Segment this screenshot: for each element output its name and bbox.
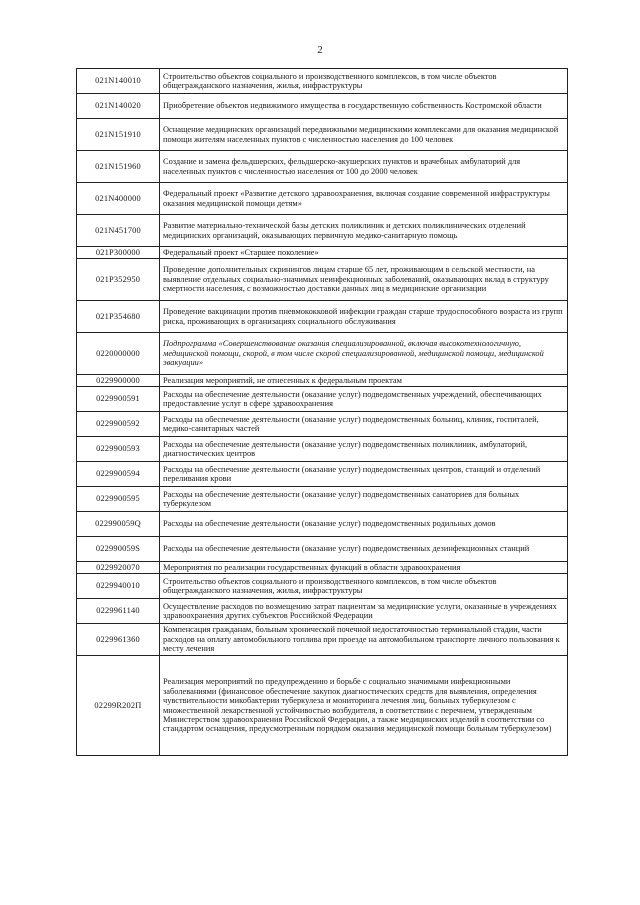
table-row <box>77 574 568 599</box>
table-row <box>77 247 568 259</box>
classification-code: 021P300000 <box>77 247 160 259</box>
table-row <box>77 487 568 512</box>
classification-code: 0229900594 <box>77 462 160 487</box>
expense-description: Приобретение объектов недвижимого имущества в государственную собственность Костромской области <box>160 94 568 119</box>
expense-description: Реализация мероприятий по предупреждению и борьбе с социально значимыми инфекционными заболеваниями (финансовое обеспечение закупок диагностических средств для выявления, определения чувствительности микобактерии туберкулеза и мониторинга лечения лиц, больных туберкулезом с множественной лекарственной устойчивостью возбудителя, в соответствии с перечнем, утвержденным Министерством здравоохранения Российской Федерации, а также медицинских изделий в соответствии со стандартом оснащения, предусмотренным порядком оказания медицинской помощи больным туберкулезом) <box>160 656 568 756</box>
table-row <box>77 599 568 624</box>
expense-description: Федеральный проект «Развитие детского здравоохранения, включая создание современной инфраструктуры оказания медицинской помощи детям» <box>160 183 568 215</box>
classification-code: 0229920070 <box>77 562 160 574</box>
classification-code: 0229961140 <box>77 599 160 624</box>
table-row <box>77 375 568 387</box>
table-row <box>77 151 568 183</box>
budget-classification-table <box>76 68 568 756</box>
classification-code: 0229961360 <box>77 624 160 656</box>
classification-code: 021N151960 <box>77 151 160 183</box>
page-number: 2 <box>317 44 323 56</box>
expense-description: Осуществление расходов по возмещению затрат пациентам за медицинские услуги, оказанные в учреждениях здравоохранения других субъектов Российской Федерации <box>160 599 568 624</box>
table-row <box>77 215 568 247</box>
table-row <box>77 94 568 119</box>
classification-code: 021N151910 <box>77 119 160 151</box>
classification-code: 021N400000 <box>77 183 160 215</box>
classification-code: 0229900000 <box>77 375 160 387</box>
classification-code: 0229940010 <box>77 574 160 599</box>
expense-description: Создание и замена фельдшерских, фельдшерско-акушерских пунктов и врачебных амбулаторий для населенных пунктов с численностью населения от 100 до 2000 человек <box>160 151 568 183</box>
expense-description: Развитие материально-технической базы детских поликлиник и детских поликлинических отделений медицинских организаций, оказывающих первичную медико-санитарную помощь <box>160 215 568 247</box>
table-row <box>77 387 568 412</box>
table-row <box>77 656 568 756</box>
expense-description: Расходы на обеспечение деятельности (оказание услуг) подведомственных родильных домов <box>160 512 568 537</box>
table-row <box>77 462 568 487</box>
classification-code: 0229900591 <box>77 387 160 412</box>
table-row <box>77 512 568 537</box>
classification-code: 0229900593 <box>77 437 160 462</box>
expense-description: Расходы на обеспечение деятельности (оказание услуг) подведомственных больниц, клиник, госпиталей, медико-санитарных частей <box>160 412 568 437</box>
classification-code: 02299R202П <box>77 656 160 756</box>
expense-description: Расходы на обеспечение деятельности (оказание услуг) подведомственных санаториев для больных туберкулезом <box>160 487 568 512</box>
expense-description: Мероприятия по реализации государственных функций в области здравоохранения <box>160 562 568 574</box>
table-row <box>77 119 568 151</box>
expense-description: Федеральный проект «Старшее поколение» <box>160 247 568 259</box>
expense-description: Подпрограмма «Совершенствование оказания специализированной, включая высокотехнологичную, медицинской помощи, скорой, в том числе скорой специализированной, медицинской помощи, медицинской эвакуации» <box>160 333 568 375</box>
classification-code: 0229900592 <box>77 412 160 437</box>
classification-code: 021N140010 <box>77 69 160 94</box>
classification-code: 022990059Q <box>77 512 160 537</box>
classification-code: 021P354680 <box>77 301 160 333</box>
table-row <box>77 624 568 656</box>
expense-description: Проведение вакцинации против пневмококковой инфекции граждан старше трудоспособного возраста из групп риска, проживающих в организациях социального обслуживания <box>160 301 568 333</box>
expense-description: Реализация мероприятий, не отнесенных к федеральным проектам <box>160 375 568 387</box>
table-row <box>77 333 568 375</box>
classification-code: 021N451700 <box>77 215 160 247</box>
table-row <box>77 259 568 301</box>
table-row <box>77 437 568 462</box>
expense-description: Компенсация гражданам, больным хронической почечной недостаточностью терминальной стадии, части расходов на оплату автомобильного топлива при проезде на автомобильном транспорте личного пользования к месту лечения <box>160 624 568 656</box>
table-row <box>77 183 568 215</box>
expense-description: Строительство объектов социального и производственного комплексов, в том числе объектов общегражданского назначения, жилья, инфраструктуры <box>160 69 568 94</box>
classification-code: 021N140020 <box>77 94 160 119</box>
classification-code: 022990059S <box>77 537 160 562</box>
table-row <box>77 69 568 94</box>
expense-description: Строительство объектов социального и производственного комплексов, в том числе объектов общегражданского назначения, жилья, инфраструктуры <box>160 574 568 599</box>
table-row <box>77 562 568 574</box>
expense-description: Расходы на обеспечение деятельности (оказание услуг) подведомственных центров, станций и отделений переливания крови <box>160 462 568 487</box>
expense-description: Расходы на обеспечение деятельности (оказание услуг) подведомственных поликлиник, амбулаторий, диагностических центров <box>160 437 568 462</box>
table-row <box>77 537 568 562</box>
expense-description: Оснащение медицинских организаций передвижными медицинскими комплексами для оказания медицинской помощи жителям населенных пунктов с численностью населения до 100 человек <box>160 119 568 151</box>
classification-code: 0229900595 <box>77 487 160 512</box>
expense-description: Расходы на обеспечение деятельности (оказание услуг) подведомственных дезинфекционных станций <box>160 537 568 562</box>
classification-code: 021P352950 <box>77 259 160 301</box>
expense-description: Проведение дополнительных скринингов лицам старше 65 лет, проживающим в сельской местности, на выявление отдельных социально-значимых неинфекционных заболеваний, оказывающих вклад в структуру смертности населения, с возможностью доставки данных лиц в медицинские организации <box>160 259 568 301</box>
classification-code: 0220000000 <box>77 333 160 375</box>
table-row <box>77 412 568 437</box>
expense-description: Расходы на обеспечение деятельности (оказание услуг) подведомственных учреждений, обеспечивающих предоставление услуг в сфере здравоохранения <box>160 387 568 412</box>
table-row <box>77 301 568 333</box>
